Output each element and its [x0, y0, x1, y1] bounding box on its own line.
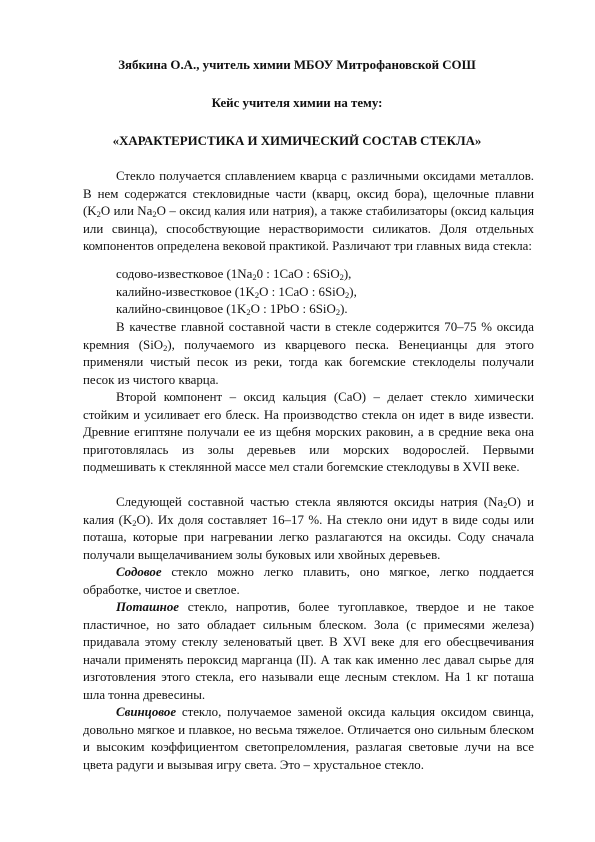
text-run: стекло можно легко плавить, оно мягкое, легко поддается обработке, чистое и светлое. — [83, 565, 534, 597]
list-item: содово-известковое ($1Na_20$ : 1CaO : 6SiO$_2$), — [116, 267, 352, 282]
term-lead: Свинцовое — [116, 705, 177, 719]
text-run: Следующей составной частью стекла являются оксиды натрия (Na — [116, 495, 504, 509]
text-run: O) и калия (K — [83, 495, 534, 527]
paragraph-silica — [83, 319, 534, 389]
paragraph-soda-glass — [83, 564, 534, 599]
text-run: O – оксид калия или натрия), а также стабилизаторы (оксид кальция или свинца), способствующие нерастворимости силикатов. Доля отдельных компонентов определена вековой практикой. Различают три главных вида стекла: — [83, 204, 534, 253]
subscript: 2 — [152, 209, 157, 219]
text-run: стекло, напротив, более тугоплавкое, твердое и не такое пластичное, но зато обладает сильным блеском. Зола (с примесями железа) придавала этому стеклу зеленоватый цвет. В XVI веке для его обесцвечивания начали применять пероксид марганца (II). А так как именно лес давал сырье для изготовления этого стекла, его называли еще лесным стеклом. На 1 кг поташа шла тонна древесины. — [83, 600, 534, 702]
topic-title: «ХАРАКТЕРИСТИКА И ХИМИЧЕСКИЙ СОСТАВ СТЕКЛА» — [112, 134, 482, 148]
text-run: ), получаемого из кварцевого песка. Венецианцы для этого применяли чистый песок из реки, тогда как богемские стеклоделы получали песок из чистого кварца. — [83, 337, 534, 387]
glass-types-list — [116, 266, 534, 319]
term-potash: Поташное — [116, 600, 180, 614]
term-soda: Содовое — [116, 565, 162, 579]
subscript: 2 — [503, 500, 508, 510]
subscript: 2 — [96, 209, 101, 219]
text-run: В качестве главной составной части в стекле содержится 70–75 % оксида кремния (SiO — [83, 320, 534, 352]
text-run: O). Их доля составляет 16–17 %. На стекло они идут в виде соды или поташа, которые при нагревании легко разлагаются на оксиды. Соду сначала получали выщелачиванием золы буковых или хвойных деревьев. — [83, 512, 534, 562]
text-run: Стекло получается сплавлением кварца с различными оксидами металлов. В нем содержатся стекловидные части (кварц, оксид бора), щелочные плавни (K — [83, 169, 534, 218]
case-title: Кейс учителя химии на тему: — [211, 96, 383, 110]
subscript: 2 — [163, 342, 168, 353]
list-item: калийно-известковое ($1K_2O$ : 1CaO : 6SiO$_2$), — [116, 284, 357, 300]
text-run: стекло, получаемое заменой оксида кальция оксидом свинца, довольно мягкое и плавкое, но весьма тяжелое. Отличается оно сильным блеском и высоким коэффициентом светопреломления, разлагая световые лучи на все цвета радуги и вызывая игру света. Это – хрустальное стекло. — [83, 705, 534, 772]
paragraph-potash-glass — [83, 599, 534, 704]
list-item: калийно-свинцовое ($1K_2O$ : 1PbO : 6SiO$_2$). — [116, 302, 348, 317]
paragraph-intro — [83, 168, 534, 256]
author-line: Зябкина О.А., учитель химии МБОУ Митрофановской СОШ — [118, 58, 476, 72]
text-run: O или Na — [100, 204, 153, 218]
paragraph-lead-glass — [83, 704, 534, 774]
paragraph-alkali-oxides — [83, 494, 534, 564]
paragraph-calcium-oxide: Второй компонент – оксид кальция (CaO) – делает стекло химически стойким и усиливает его блеск. На производство стекла он идет в виде извести. Древние египтяне получали ее из щебня морских раковин, а в средние века она приготовлялась из золы деревьев или морских водорослей. Первыми подмешивать к стеклянной массе мел стали богемские стеклодувы в XVII веке. — [83, 390, 534, 474]
subscript: 2 — [132, 517, 137, 528]
